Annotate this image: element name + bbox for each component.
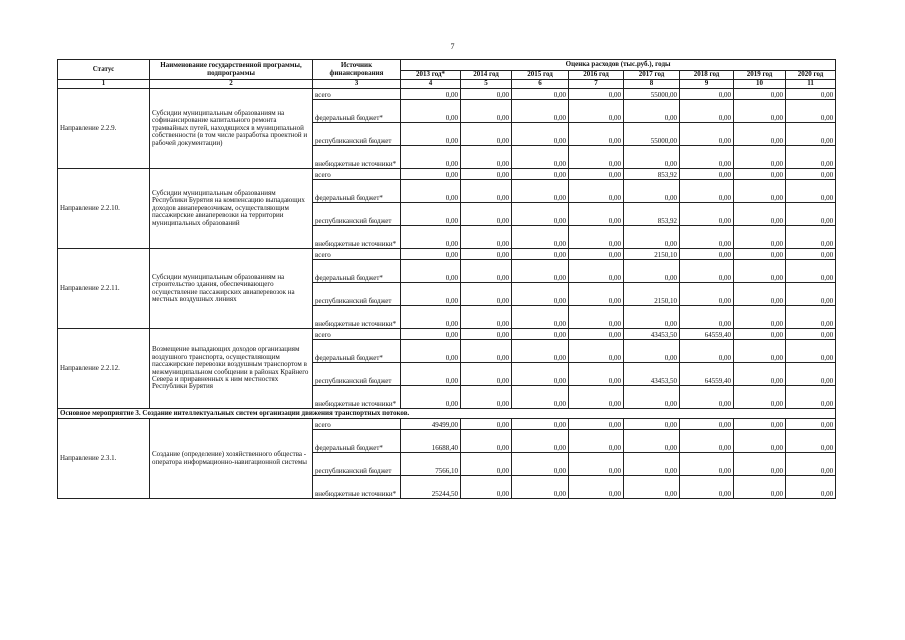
amount-cell: 0,00 bbox=[734, 89, 786, 100]
amount-cell: 0,00 bbox=[786, 363, 836, 386]
amount-cell: 0,00 bbox=[569, 123, 624, 146]
amount-cell: 43453,50 bbox=[624, 363, 680, 386]
amount-cell: 0,00 bbox=[512, 100, 569, 123]
amount-cell: 49499,00 bbox=[401, 419, 461, 430]
amount-cell: 0,00 bbox=[624, 100, 680, 123]
amount-cell: 0,00 bbox=[786, 203, 836, 226]
table-row bbox=[58, 419, 836, 430]
amount-cell: 0,00 bbox=[680, 89, 734, 100]
amount-cell: 0,00 bbox=[734, 260, 786, 283]
amount-cell: 0,00 bbox=[680, 123, 734, 146]
amount-cell: 0,00 bbox=[461, 283, 512, 306]
amount-cell: 0,00 bbox=[461, 169, 512, 180]
column-number: 1 bbox=[58, 80, 150, 89]
amount-cell: 0,00 bbox=[624, 386, 680, 409]
funding-source-cell: федеральный бюджет* bbox=[313, 340, 401, 363]
amount-cell: 0,00 bbox=[680, 226, 734, 249]
table-row bbox=[58, 249, 836, 260]
funding-source-cell: всего bbox=[313, 89, 401, 100]
amount-cell: 0,00 bbox=[512, 430, 569, 453]
header-year: 2019 год bbox=[734, 71, 786, 80]
amount-cell: 0,00 bbox=[680, 476, 734, 499]
amount-cell: 0,00 bbox=[401, 260, 461, 283]
amount-cell: 0,00 bbox=[401, 329, 461, 340]
amount-cell: 0,00 bbox=[401, 123, 461, 146]
amount-cell: 0,00 bbox=[680, 180, 734, 203]
amount-cell: 0,00 bbox=[461, 203, 512, 226]
amount-cell: 0,00 bbox=[512, 180, 569, 203]
header-source: Источник финансирования bbox=[313, 60, 401, 80]
amount-cell: 43453,50 bbox=[624, 329, 680, 340]
amount-cell: 853,92 bbox=[624, 203, 680, 226]
amount-cell: 0,00 bbox=[569, 226, 624, 249]
amount-cell: 16688,40 bbox=[401, 430, 461, 453]
amount-cell: 0,00 bbox=[569, 100, 624, 123]
amount-cell: 0,00 bbox=[569, 260, 624, 283]
column-number: 5 bbox=[461, 80, 512, 89]
amount-cell: 0,00 bbox=[624, 476, 680, 499]
amount-cell: 0,00 bbox=[569, 89, 624, 100]
amount-cell: 0,00 bbox=[624, 180, 680, 203]
amount-cell: 0,00 bbox=[401, 146, 461, 169]
header-year: 2018 год bbox=[680, 71, 734, 80]
amount-cell: 0,00 bbox=[461, 146, 512, 169]
amount-cell: 0,00 bbox=[461, 249, 512, 260]
header-year: 2017 год bbox=[624, 71, 680, 80]
amount-cell: 0,00 bbox=[624, 419, 680, 430]
amount-cell: 0,00 bbox=[512, 306, 569, 329]
amount-cell: 0,00 bbox=[734, 340, 786, 363]
amount-cell: 0,00 bbox=[461, 329, 512, 340]
amount-cell: 0,00 bbox=[512, 226, 569, 249]
amount-cell: 0,00 bbox=[680, 260, 734, 283]
table-row bbox=[58, 169, 836, 180]
column-number: 10 bbox=[734, 80, 786, 89]
amount-cell: 0,00 bbox=[734, 306, 786, 329]
amount-cell: 0,00 bbox=[461, 430, 512, 453]
amount-cell: 0,00 bbox=[680, 283, 734, 306]
amount-cell: 64559,40 bbox=[680, 329, 734, 340]
amount-cell: 0,00 bbox=[401, 169, 461, 180]
funding-source-cell: внебюджетные источники* bbox=[313, 226, 401, 249]
amount-cell: 0,00 bbox=[512, 169, 569, 180]
amount-cell: 0,00 bbox=[512, 419, 569, 430]
funding-source-cell: федеральный бюджет* bbox=[313, 180, 401, 203]
column-number: 7 bbox=[569, 80, 624, 89]
amount-cell: 0,00 bbox=[624, 306, 680, 329]
section-row bbox=[58, 409, 836, 419]
amount-cell: 0,00 bbox=[786, 146, 836, 169]
amount-cell: 0,00 bbox=[624, 340, 680, 363]
amount-cell: 64559,40 bbox=[680, 363, 734, 386]
header-year: 2016 год bbox=[569, 71, 624, 80]
amount-cell: 0,00 bbox=[512, 123, 569, 146]
funding-source-cell: республиканский бюджет bbox=[313, 363, 401, 386]
amount-cell: 0,00 bbox=[786, 430, 836, 453]
amount-cell: 0,00 bbox=[734, 453, 786, 476]
amount-cell: 0,00 bbox=[461, 260, 512, 283]
amount-cell: 0,00 bbox=[734, 249, 786, 260]
amount-cell: 0,00 bbox=[569, 340, 624, 363]
amount-cell: 0,00 bbox=[569, 476, 624, 499]
amount-cell: 0,00 bbox=[461, 363, 512, 386]
funding-source-cell: федеральный бюджет* bbox=[313, 260, 401, 283]
amount-cell: 0,00 bbox=[569, 146, 624, 169]
amount-cell: 0,00 bbox=[680, 419, 734, 430]
table-header bbox=[58, 60, 836, 89]
amount-cell: 0,00 bbox=[512, 89, 569, 100]
table-body bbox=[58, 89, 836, 499]
amount-cell: 0,00 bbox=[401, 226, 461, 249]
amount-cell: 0,00 bbox=[734, 419, 786, 430]
amount-cell: 0,00 bbox=[512, 329, 569, 340]
amount-cell: 0,00 bbox=[401, 340, 461, 363]
amount-cell: 0,00 bbox=[680, 306, 734, 329]
amount-cell: 0,00 bbox=[734, 283, 786, 306]
amount-cell: 0,00 bbox=[680, 386, 734, 409]
amount-cell: 0,00 bbox=[569, 363, 624, 386]
expenditure-table bbox=[57, 59, 836, 499]
table-row bbox=[58, 89, 836, 100]
amount-cell: 0,00 bbox=[512, 260, 569, 283]
amount-cell: 0,00 bbox=[461, 226, 512, 249]
amount-cell: 0,00 bbox=[512, 203, 569, 226]
amount-cell: 0,00 bbox=[461, 386, 512, 409]
amount-cell: 0,00 bbox=[569, 329, 624, 340]
amount-cell: 0,00 bbox=[461, 453, 512, 476]
header-year: 2014 год bbox=[461, 71, 512, 80]
funding-source-cell: всего bbox=[313, 249, 401, 260]
amount-cell: 0,00 bbox=[512, 340, 569, 363]
amount-cell: 0,00 bbox=[461, 306, 512, 329]
column-number: 6 bbox=[512, 80, 569, 89]
amount-cell: 0,00 bbox=[786, 180, 836, 203]
header-year: 2013 год* bbox=[401, 71, 461, 80]
status-cell: Направление 2.2.11. bbox=[58, 249, 150, 329]
amount-cell: 0,00 bbox=[461, 89, 512, 100]
table-row bbox=[58, 329, 836, 340]
amount-cell: 0,00 bbox=[680, 340, 734, 363]
amount-cell: 2150,10 bbox=[624, 249, 680, 260]
amount-cell: 0,00 bbox=[786, 453, 836, 476]
amount-cell: 0,00 bbox=[401, 306, 461, 329]
column-number: 2 bbox=[150, 80, 313, 89]
funding-source-cell: республиканский бюджет bbox=[313, 203, 401, 226]
amount-cell: 0,00 bbox=[569, 169, 624, 180]
amount-cell: 0,00 bbox=[512, 249, 569, 260]
column-number: 3 bbox=[313, 80, 401, 89]
funding-source-cell: внебюджетные источники* bbox=[313, 476, 401, 499]
amount-cell: 0,00 bbox=[734, 476, 786, 499]
program-name-cell: Создание (определение) хозяйственного общества - оператора информационно-навигационной системы bbox=[150, 419, 313, 499]
amount-cell: 0,00 bbox=[569, 430, 624, 453]
amount-cell: 0,00 bbox=[734, 169, 786, 180]
amount-cell: 0,00 bbox=[461, 180, 512, 203]
amount-cell: 0,00 bbox=[461, 340, 512, 363]
amount-cell: 0,00 bbox=[624, 430, 680, 453]
amount-cell: 0,00 bbox=[734, 123, 786, 146]
amount-cell: 0,00 bbox=[786, 419, 836, 430]
amount-cell: 0,00 bbox=[569, 283, 624, 306]
amount-cell: 0,00 bbox=[680, 203, 734, 226]
amount-cell: 0,00 bbox=[401, 283, 461, 306]
amount-cell: 0,00 bbox=[461, 123, 512, 146]
amount-cell: 0,00 bbox=[786, 260, 836, 283]
status-cell: Направление 2.2.12. bbox=[58, 329, 150, 409]
header-estimate: Оценка расходов (тыс.руб.), годы bbox=[401, 60, 836, 71]
amount-cell: 0,00 bbox=[734, 363, 786, 386]
amount-cell: 0,00 bbox=[734, 226, 786, 249]
status-cell: Направление 2.2.10. bbox=[58, 169, 150, 249]
program-name-cell: Субсидии муниципальным образованиям на софинансирование капитального ремонта трамвайных путей, находящихся в муниципальной собственности (в том числе разработка проектной и рабочей документации) bbox=[150, 89, 313, 169]
funding-source-cell: внебюджетные источники* bbox=[313, 146, 401, 169]
amount-cell: 0,00 bbox=[569, 386, 624, 409]
column-number: 4 bbox=[401, 80, 461, 89]
amount-cell: 0,00 bbox=[624, 453, 680, 476]
funding-source-cell: всего bbox=[313, 329, 401, 340]
status-cell: Направление 2.3.1. bbox=[58, 419, 150, 499]
amount-cell: 0,00 bbox=[786, 340, 836, 363]
amount-cell: 0,00 bbox=[512, 283, 569, 306]
funding-source-cell: республиканский бюджет bbox=[313, 453, 401, 476]
amount-cell: 0,00 bbox=[734, 203, 786, 226]
amount-cell: 0,00 bbox=[401, 363, 461, 386]
header-year: 2020 год bbox=[786, 71, 836, 80]
amount-cell: 0,00 bbox=[786, 226, 836, 249]
amount-cell: 0,00 bbox=[680, 169, 734, 180]
amount-cell: 0,00 bbox=[786, 283, 836, 306]
amount-cell: 0,00 bbox=[569, 180, 624, 203]
column-number: 11 bbox=[786, 80, 836, 89]
status-cell: Направление 2.2.9. bbox=[58, 89, 150, 169]
amount-cell: 0,00 bbox=[734, 100, 786, 123]
amount-cell: 0,00 bbox=[569, 419, 624, 430]
amount-cell: 7566,10 bbox=[401, 453, 461, 476]
amount-cell: 0,00 bbox=[401, 89, 461, 100]
amount-cell: 0,00 bbox=[734, 386, 786, 409]
program-name-cell: Субсидии муниципальным образованиям Республики Бурятия на компенсацию выпадающих доходов авиаперевозчикам, осуществляющим пассажирские авиаперевозки на территории муниципальных образований bbox=[150, 169, 313, 249]
amount-cell: 0,00 bbox=[512, 386, 569, 409]
amount-cell: 0,00 bbox=[624, 260, 680, 283]
amount-cell: 55000,00 bbox=[624, 89, 680, 100]
funding-source-cell: всего bbox=[313, 169, 401, 180]
amount-cell: 0,00 bbox=[512, 146, 569, 169]
funding-source-cell: федеральный бюджет* bbox=[313, 100, 401, 123]
amount-cell: 0,00 bbox=[512, 453, 569, 476]
amount-cell: 0,00 bbox=[512, 476, 569, 499]
amount-cell: 0,00 bbox=[461, 100, 512, 123]
amount-cell: 0,00 bbox=[734, 430, 786, 453]
amount-cell: 0,00 bbox=[734, 180, 786, 203]
program-name-cell: Субсидии муниципальным образованиям на строительство здания, обеспечивающего осуществление пассажирских авиаперевозок на местных воздушных линиях bbox=[150, 249, 313, 329]
amount-cell: 2150,10 bbox=[624, 283, 680, 306]
amount-cell: 0,00 bbox=[734, 329, 786, 340]
amount-cell: 0,00 bbox=[401, 203, 461, 226]
amount-cell: 0,00 bbox=[786, 169, 836, 180]
amount-cell: 0,00 bbox=[786, 249, 836, 260]
amount-cell: 25244,50 bbox=[401, 476, 461, 499]
funding-source-cell: внебюджетные источники* bbox=[313, 306, 401, 329]
amount-cell: 0,00 bbox=[569, 453, 624, 476]
funding-source-cell: внебюджетные источники* bbox=[313, 386, 401, 409]
amount-cell: 0,00 bbox=[461, 419, 512, 430]
header-year: 2015 год bbox=[512, 71, 569, 80]
column-number: 9 bbox=[680, 80, 734, 89]
amount-cell: 0,00 bbox=[786, 476, 836, 499]
amount-cell: 0,00 bbox=[624, 226, 680, 249]
amount-cell: 0,00 bbox=[786, 89, 836, 100]
amount-cell: 0,00 bbox=[734, 146, 786, 169]
program-name-cell: Возмещение выпадающих доходов организациям воздушного транспорта, осуществляющим пассажирские перевозки воздушным транспортом в межмуниципальном сообщении в районах Крайнего Севера и приравненных к ним местностях Республики Бурятия bbox=[150, 329, 313, 409]
amount-cell: 0,00 bbox=[680, 430, 734, 453]
amount-cell: 0,00 bbox=[680, 249, 734, 260]
amount-cell: 0,00 bbox=[401, 180, 461, 203]
amount-cell: 0,00 bbox=[569, 249, 624, 260]
amount-cell: 0,00 bbox=[401, 386, 461, 409]
amount-cell: 0,00 bbox=[786, 306, 836, 329]
section-title: Основное мероприятие 3. Создание интеллектуальных систем организации движения транспортных потоков. bbox=[58, 409, 836, 419]
page-number: 7 bbox=[450, 42, 455, 51]
amount-cell: 0,00 bbox=[786, 123, 836, 146]
amount-cell: 0,00 bbox=[786, 386, 836, 409]
amount-cell: 0,00 bbox=[569, 203, 624, 226]
funding-source-cell: федеральный бюджет* bbox=[313, 430, 401, 453]
amount-cell: 0,00 bbox=[569, 306, 624, 329]
amount-cell: 0,00 bbox=[624, 146, 680, 169]
header-name: Наименование государственной программы, подпрограммы bbox=[150, 60, 313, 80]
amount-cell: 853,92 bbox=[624, 169, 680, 180]
header-status: Статус bbox=[58, 60, 150, 80]
funding-source-cell: всего bbox=[313, 419, 401, 430]
amount-cell: 0,00 bbox=[401, 100, 461, 123]
amount-cell: 0,00 bbox=[401, 249, 461, 260]
amount-cell: 0,00 bbox=[786, 100, 836, 123]
funding-source-cell: республиканский бюджет bbox=[313, 123, 401, 146]
amount-cell: 55000,00 bbox=[624, 123, 680, 146]
column-number: 8 bbox=[624, 80, 680, 89]
amount-cell: 0,00 bbox=[512, 363, 569, 386]
funding-source-cell: республиканский бюджет bbox=[313, 283, 401, 306]
amount-cell: 0,00 bbox=[680, 453, 734, 476]
amount-cell: 0,00 bbox=[680, 100, 734, 123]
amount-cell: 0,00 bbox=[461, 476, 512, 499]
amount-cell: 0,00 bbox=[786, 329, 836, 340]
amount-cell: 0,00 bbox=[680, 146, 734, 169]
